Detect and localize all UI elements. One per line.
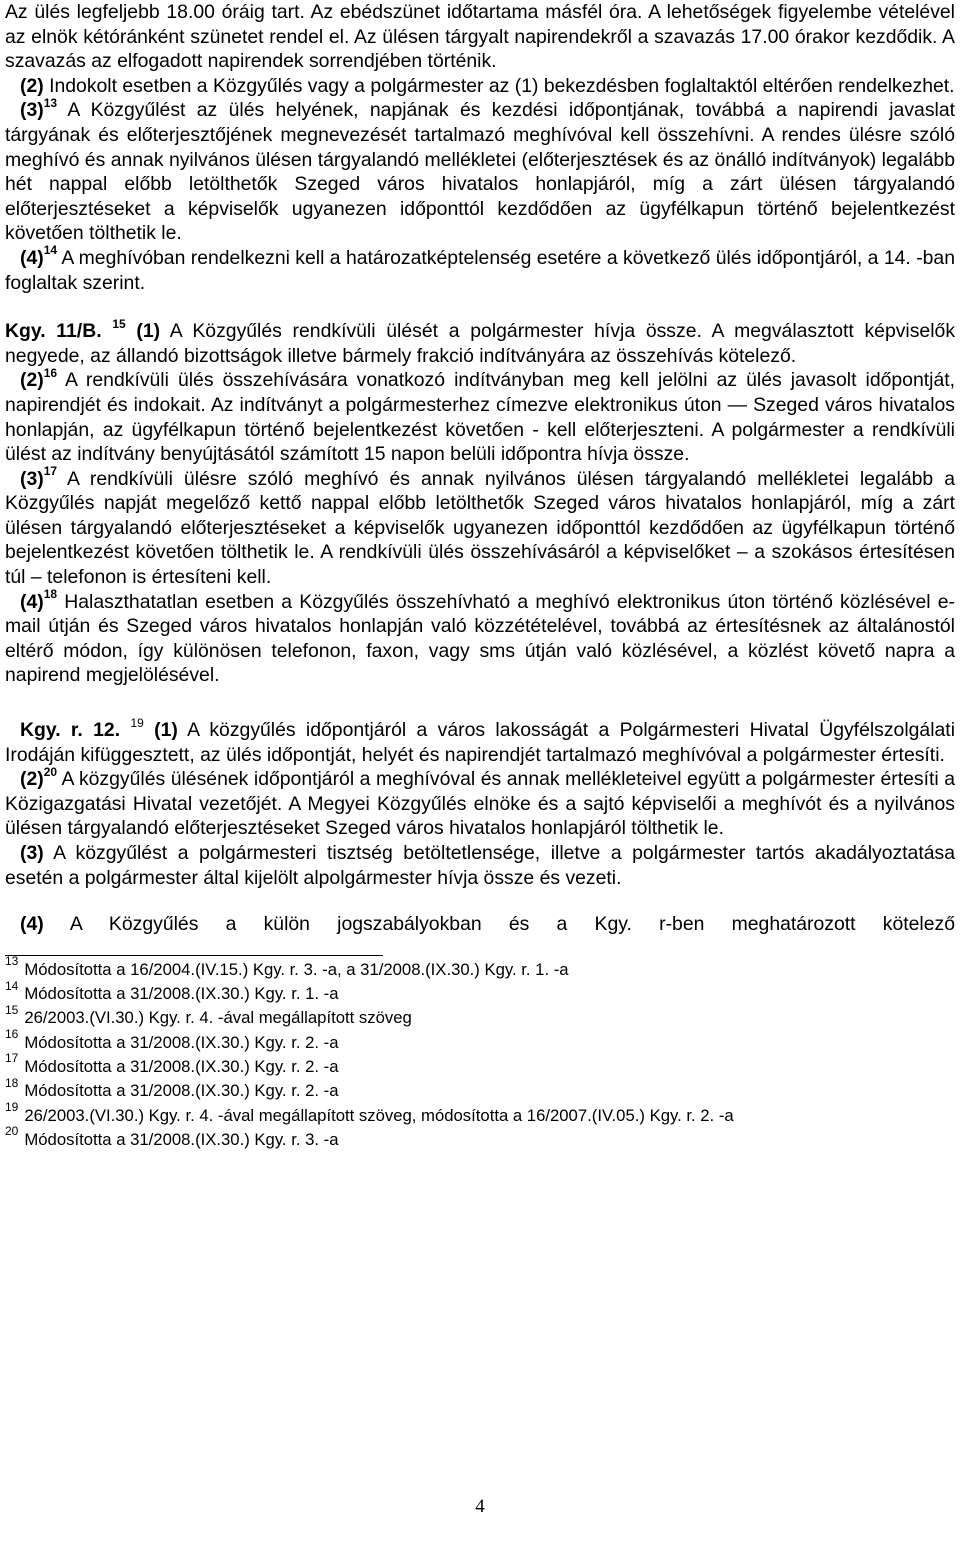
paragraph-label: (2) <box>20 369 44 392</box>
spacer <box>5 688 955 718</box>
footnote-ref: 14 <box>43 243 58 258</box>
footnote-ref: 19 <box>130 715 144 730</box>
section-12-paragraph-3: (3) A közgyűlést a polgármesteri tisztség betöltetlensége, illetve a polgármester tartós akadályoztatása esetén a polgármester által kijelölt alpolgármester hívja össze és vezeti. <box>5 842 955 889</box>
footnote: $^{13}$ Módosította a 16/2004.(IV.15.) Kgy. r. 3. -a, a 31/2008.(IX.30.) Kgy. r. 1. -a <box>5 954 569 979</box>
paragraph-label: (4) <box>20 590 44 613</box>
paragraph-label: (4) <box>20 913 44 936</box>
paragraph-label: (1) <box>154 719 178 742</box>
footnote-ref: 13 <box>43 95 58 110</box>
paragraph-label: (3) <box>20 467 44 490</box>
footnote: $^{15}$ 26/2003.(VI.30.) Kgy. r. 4. -ával megállapított szöveg <box>5 1002 412 1028</box>
footnote: $^{17}$ Módosította a 31/2008.(IX.30.) Kgy. r. 2. -a <box>5 1051 339 1076</box>
paragraph-label: (3) <box>20 842 44 864</box>
paragraph-label: (1) <box>136 320 161 343</box>
paragraph-4: $(4)^{14}$ A meghívóban rendelkezni kell a határozatképtelenség esetére a következő ülés időpontjáról, a 14. -ban foglaltak szerint. <box>5 243 956 294</box>
footnote: $^{16}$ Módosította a 31/2008.(IX.30.) Kgy. r. 2. -a <box>5 1027 339 1052</box>
footnotes <box>5 954 955 1152</box>
footnote-divider <box>5 955 383 956</box>
section-heading: Kgy. 11/B. <box>5 320 102 343</box>
footnote-ref: 17 <box>43 464 58 479</box>
paragraph-label: (2) <box>20 768 44 791</box>
paragraph-label: (4) <box>20 246 44 269</box>
section-11b-paragraph-1: Kgy. 11/B. $^{15}$ (1) A Közgyűlés rendkívüli ülését a polgármester hívja össze. A megválasztott képviselők negyede, az állandó bizottságok illetve bármely frakció indítványára az összehívás kötelező. <box>5 316 956 367</box>
document-page <box>5 0 955 1152</box>
footnote: $^{19}$ 26/2003.(VI.30.) Kgy. r. 4. -ával megállapított szöveg, módosította a 16/2007.(IV.05.) Kgy. r. 2. -a <box>5 1100 734 1125</box>
paragraph-2: (2) Indokolt esetben a Közgyűlés vagy a polgármester az (1) bekezdésben foglaltaktól eltérően rendelkezhet. <box>20 74 955 97</box>
section-11b-paragraph-4: $(4)^{18}$ Halaszthatatlan esetben a Közgyűlés összehívható a meghívó elektronikus úton történő közlésével e-mail útján és Szeged város hivatalos honlapján való közzétételével, továbbá az értesítésnek az általánostól eltérő módon, így különösen telefonon, faxon, vagy sms útján való közlésével, a közlést követő napra a napirend megjelölésével. <box>5 587 955 687</box>
paragraph-session-hours: Az ülés legfeljebb 18.00 óráig tart. Az ebédszünet időtartama másfél óra. A lehetőségek figyelembe vételével az elnök kétóránként szünetet rendel el. Az ülésen tárgyalt napirendekről a szavazás 17.00 órakor kezdődik. A szavazás az elfogadott napirendek sorrendjében történik. <box>5 1 955 73</box>
footnote: $^{20}$ Módosította a 31/2008.(IX.30.) Kgy. r. 3. -a <box>5 1124 339 1149</box>
footnote-ref: 15 <box>112 316 126 331</box>
paragraph-3: $(3)^{13}$ A Közgyűlést az ülés helyének, napjának és kezdési időpontjának, továbbá a napirendi javaslat tárgyának és előterjesztőjének megnevezését tartalmazó meghívóval kell összehívni. A rendes ülésre szóló meghívó és annak nyilvános ülésen tárgyalandó mellékletei (előterjesztések és az önálló indítványok) legalább hét nappal előbb letölthetők Szeged város hivatalos honlapjáról, míg a zárt ülésen tárgyalandó előterjesztéseket a képviselők ugyanezen időponttól kezdődően az ügyfélkapun történő bejelentkezést követően tölthetik le. <box>5 95 955 245</box>
section-12-paragraph-1: Kgy. r. 12. $^{19}$ (1) A közgyűlés időpontjáról a város lakosságát a Polgármesteri Hivatal Ügyfélszolgálati Irodáján kifüggesztett, az ülés időpontját, helyét és napirendjét tartalmazó meghívóval a polgármester értesíti. <box>5 715 955 766</box>
section-12-paragraph-2: $(2)^{20}$ A közgyűlés ülésének időpontjáról a meghívóval és annak mellékleteivel együtt a polgármester értesíti a Közigazgatási Hivatal vezetőjét. A Megyei Közgyűlés elnöke és a sajtó képviselői a meghívót és a nyilvános ülésen tárgyalandó előterjesztéseket Szeged város hivatalos honlapjáról tölthetik le. <box>5 764 955 840</box>
paragraph-label: (3) <box>20 99 44 122</box>
page-number: 4 <box>475 1496 485 1517</box>
footnote-ref: 16 <box>43 365 58 380</box>
section-12-paragraph-4: (4) A Közgyűlés a külön jogszabályokban és a Kgy. r-ben meghatározott kötelező <box>20 913 955 936</box>
footnote-ref: 18 <box>43 587 58 602</box>
footnote: $^{14}$ Módosította a 31/2008.(IX.30.) Kgy. r. 1. -a <box>5 978 339 1004</box>
section-11b-paragraph-2: $(2)^{16}$ A rendkívüli ülés összehívására vonatkozó indítványban meg kell jelölni az ülés javasolt időpontját, napirendjét és indokait. Az indítványt a polgármesterhez címezve elektronikus úton — Szeged város hivatalos honlapján, az ügyfélkapun történő bejelentkezést követően - kell előterjeszteni. A polgármester a rendkívüli ülést az indítvány benyújtásától számított 15 napon belüli időpontra hívja össze. <box>5 365 955 466</box>
footnote: $^{18}$ Módosította a 31/2008.(IX.30.) Kgy. r. 2. -a <box>5 1075 339 1101</box>
spacer <box>5 295 955 319</box>
footnote-ref: 20 <box>43 764 58 779</box>
paragraph-label: (2) <box>20 74 44 97</box>
spacer <box>5 890 955 912</box>
section-heading: Kgy. r. 12. <box>20 719 121 742</box>
section-11b-paragraph-3: $(3)^{17}$ A rendkívüli ülésre szóló meghívó és annak nyilvános ülésen tárgyalandó mellékletei legalább a Közgyűlés napját megelőző kettő nappal előbb letölthetők Szeged város hivatalos honlapjáról, míg a zárt ülésen tárgyalandó előterjesztéseket a képviselők ugyanezen időponttól kezdődően az ügyfélkapun történő bejelentkezést követően tölthetik le. A rendkívüli ülés összehívásáról a képviselőket – a szokásos értesítésen túl – telefonon is értesíteni kell. <box>5 464 955 589</box>
